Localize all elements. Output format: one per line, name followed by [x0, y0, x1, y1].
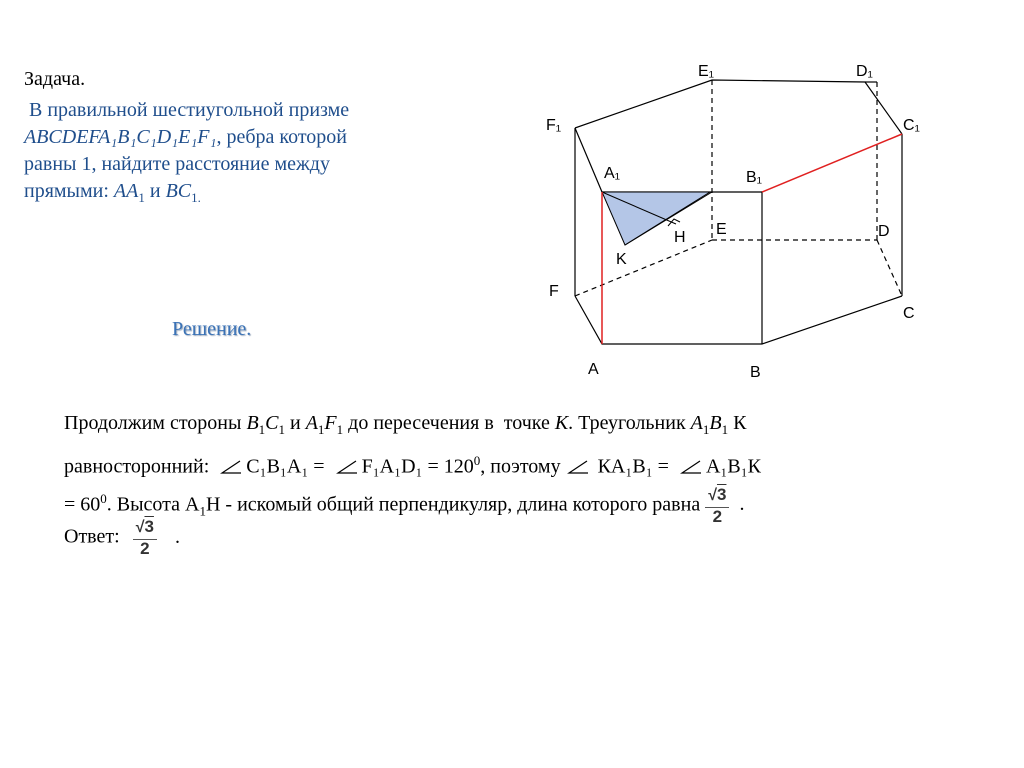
sol-tri-k: К — [728, 412, 747, 434]
solution-text — [64, 408, 964, 526]
line-bc: BC — [165, 180, 192, 202]
sol-sub-f: 1 — [336, 422, 344, 437]
sol-line3-b: . Высота A — [106, 493, 200, 516]
fraction-sqrt3-over-2 — [705, 486, 729, 526]
sol-sub-c: 1 — [278, 422, 285, 437]
sqrt-icon: √ — [135, 519, 145, 536]
sol-point-k: К — [554, 412, 569, 434]
sub-1: 1 — [138, 190, 145, 205]
prism-name: ABCDEFA₁B₁C₁D₁E₁F₁ — [24, 126, 217, 148]
and-word: и — [144, 180, 166, 202]
label-a: A — [588, 361, 599, 378]
answer-frac-num: 3 — [144, 517, 154, 536]
angle-icon — [336, 460, 358, 474]
sol-ang2: F₁A₁D₁ = 120 — [361, 455, 474, 478]
sol-line3-end: . — [739, 493, 745, 516]
answer-fraction — [133, 518, 157, 558]
task-line-4 — [24, 178, 464, 211]
label-b: B — [750, 364, 761, 381]
sol-ang4: A₁B₁К — [705, 455, 762, 478]
edge-f1a1 — [575, 128, 602, 192]
solution-line-3 — [64, 483, 964, 527]
answer-label: Ответ: — [64, 525, 125, 548]
sol-and: и — [285, 412, 306, 434]
sol-p3: . Треугольник — [568, 412, 691, 434]
label-d1: D₁ — [856, 63, 873, 80]
frac-num: 3 — [716, 484, 727, 504]
line-b1c1 — [762, 134, 902, 192]
label-e1: E₁ — [698, 63, 715, 80]
solution-line-1 — [64, 408, 964, 445]
answer-end: . — [174, 525, 180, 548]
sol-ang3: КA₁B₁ = — [592, 455, 674, 478]
label-h: H — [674, 229, 686, 246]
label-b1: B₁ — [746, 169, 763, 186]
sol-sub-b: 1 — [258, 422, 266, 437]
sol-f: F — [324, 412, 337, 434]
sol-a: A — [305, 412, 318, 434]
sol-p1: Продолжим стороны — [64, 412, 247, 434]
solution-heading: Решение. — [172, 318, 252, 340]
sol-ang1: C₁B₁A₁ = — [246, 455, 330, 478]
sol-deg2: 0 — [100, 490, 107, 506]
task-text — [24, 97, 464, 211]
edge-fe — [575, 240, 712, 296]
sol-c: C — [265, 412, 279, 434]
prism-figure — [540, 50, 940, 390]
label-f1: F₁ — [546, 117, 562, 134]
sol-line2-a: равносторонний: — [64, 455, 215, 478]
angle-icon — [567, 460, 589, 474]
sol-tri-sub1: 1 — [702, 422, 710, 437]
sol-line2-b: , поэтому — [480, 455, 561, 478]
answer — [64, 518, 180, 558]
sol-deg1: 0 — [473, 453, 481, 468]
line-aa: AA — [113, 180, 139, 202]
sqrt-icon: √ — [708, 486, 717, 504]
label-a1: A₁ — [604, 165, 621, 182]
sol-line3-c: H - искомый общий перпендикуляр, длина которого равна — [205, 493, 706, 516]
task-line-1: В правильной шестиугольной призме — [24, 99, 350, 121]
label-c: C — [903, 305, 915, 322]
task-line-2 — [24, 124, 464, 151]
task-line-4-prefix: прямыми: — [24, 180, 114, 202]
label-f: F — [549, 283, 559, 300]
sol-line3-a: = 60 — [64, 493, 101, 516]
label-d: D — [878, 223, 890, 240]
task-line-2-rest: , ребра которой — [216, 126, 347, 148]
task-line-3: равны 1, найдите расстояние между — [24, 153, 330, 175]
frac-den: 2 — [712, 506, 723, 526]
angle-icon — [220, 460, 242, 474]
label-e: E — [716, 221, 727, 238]
edge-dc — [877, 240, 902, 296]
sol-tri-sub2: 1 — [721, 422, 729, 437]
angle-icon — [680, 460, 702, 474]
sol-tri-a: A — [690, 412, 703, 434]
sol-tri-b: B — [709, 412, 722, 434]
task-label: Задача. — [24, 68, 86, 90]
sub-2: 1. — [191, 190, 201, 205]
sol-line3-sub: 1 — [199, 503, 206, 519]
answer-frac-den: 2 — [140, 539, 150, 558]
label-c1: C₁ — [903, 117, 920, 134]
sol-p2: до пересечения в точке — [343, 412, 555, 434]
label-k: K — [616, 251, 627, 268]
top-back — [575, 80, 902, 134]
right-angle-mark — [668, 219, 680, 226]
sol-sub-a: 1 — [317, 422, 325, 437]
solution-line-2 — [64, 445, 964, 483]
triangle-a1k — [602, 192, 710, 245]
bottom-front — [575, 296, 902, 344]
sol-b: B — [246, 412, 259, 434]
